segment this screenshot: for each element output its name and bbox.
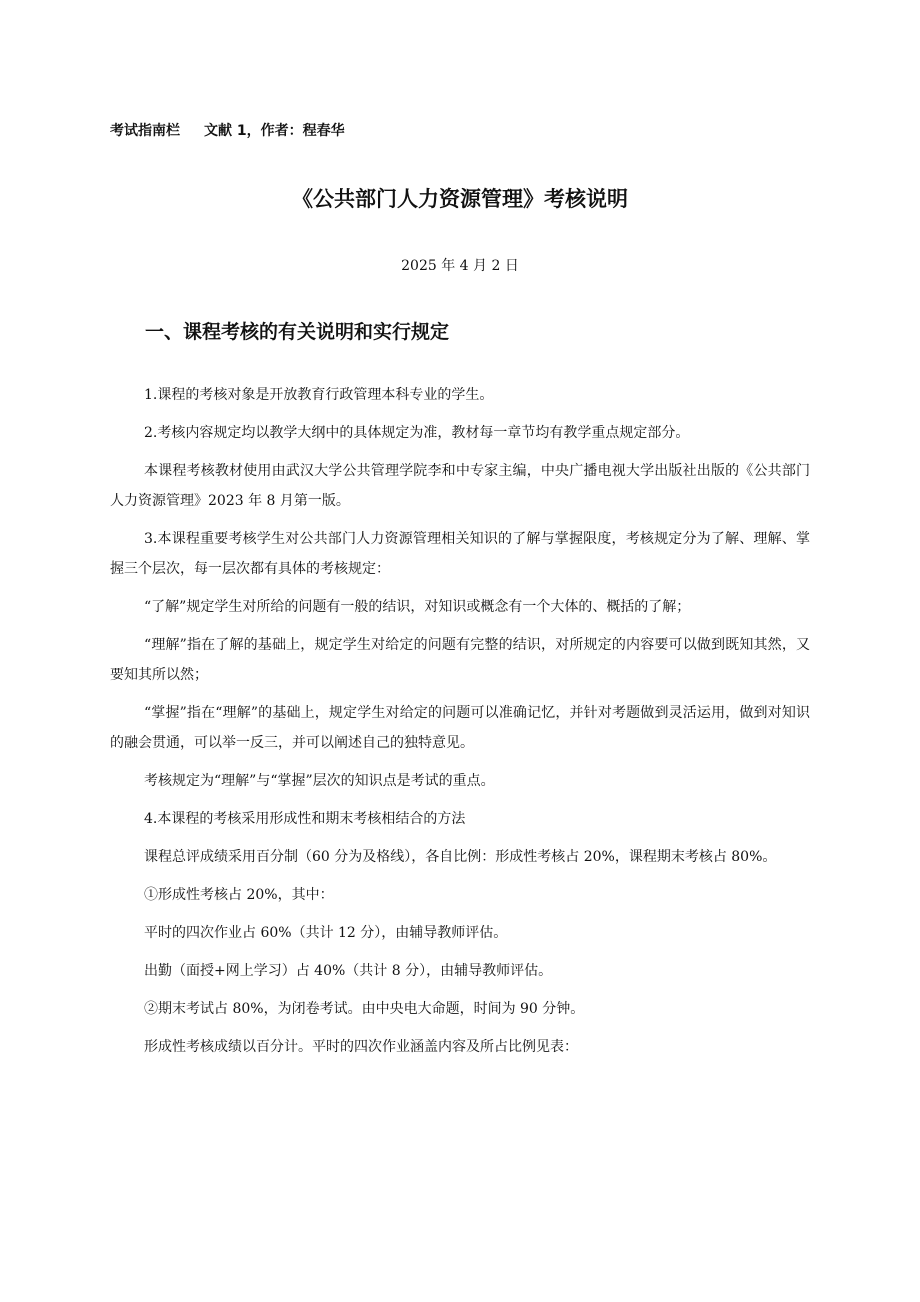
paragraph: “理解”指在了解的基础上，规定学生对给定的问题有完整的结识，对所规定的内容要可以做到既知其然，又要知其所以然； — [110, 637, 810, 683]
paragraph: “掌握”指在“理解”的基础上，规定学生对给定的问题可以准确记忆，并针对考题做到灵活运用，做到对知识的融会贯通，可以举一反三，并可以阐述自己的独特意见。 — [110, 705, 810, 751]
paragraph: 考核规定为“理解”与“掌握”层次的知识点是考试的重点。 — [144, 773, 495, 789]
document-date: 2025 年 4 月 2 日 — [401, 258, 519, 274]
header-column: 考试指南栏 — [110, 123, 180, 139]
paragraph: 1.课程的考核对象是开放教育行政管理本科专业的学生。 — [144, 387, 494, 403]
paragraph: ①形成性考核占 20%，其中： — [144, 887, 334, 903]
paragraph: 2.考核内容规定均以教学大纲中的具体规定为准，教材每一章节均有教学重点规定部分。 — [144, 425, 690, 441]
page-title: 《公共部门人力资源管理》考核说明 — [292, 187, 628, 211]
section-heading: 一、课程考核的有关说明和实行规定 — [145, 321, 450, 343]
paragraph: 本课程考核教材使用由武汉大学公共管理学院李和中专家主编，中央广播电视大学出版社出版的《公共部门人力资源管理》2023 年 8 月第一版。 — [110, 463, 810, 509]
header-document: 文献 1，作者：程春华 — [204, 123, 345, 139]
document-header — [110, 120, 345, 140]
paragraph: 4.本课程的考核采用形成性和期末考核相结合的方法 — [144, 811, 466, 827]
paragraph: “了解”规定学生对所给的问题有一般的结识，对知识或概念有一个大体的、概括的了解； — [144, 599, 691, 615]
paragraph: 出勤（面授+网上学习）占 40%（共计 8 分），由辅导教师评估。 — [144, 963, 553, 979]
paragraph: 平时的四次作业占 60%（共计 12 分），由辅导教师评估。 — [144, 925, 508, 941]
paragraph: 3.本课程重要考核学生对公共部门人力资源管理相关知识的了解与掌握限度，考核规定分为了解、理解、掌握三个层次，每一层次都有具体的考核规定： — [110, 531, 810, 577]
paragraph: 课程总评成绩采用百分制（60 分为及格线），各自比例：形成性考核占 20%，课程期末考核占 80%。 — [144, 849, 777, 865]
paragraph: ②期末考试占 80%，为闭卷考试。由中央电大命题，时间为 90 分钟。 — [144, 1001, 585, 1017]
section-body — [110, 380, 810, 1070]
paragraph: 形成性考核成绩以百分计。平时的四次作业涵盖内容及所占比例见表： — [144, 1039, 578, 1055]
